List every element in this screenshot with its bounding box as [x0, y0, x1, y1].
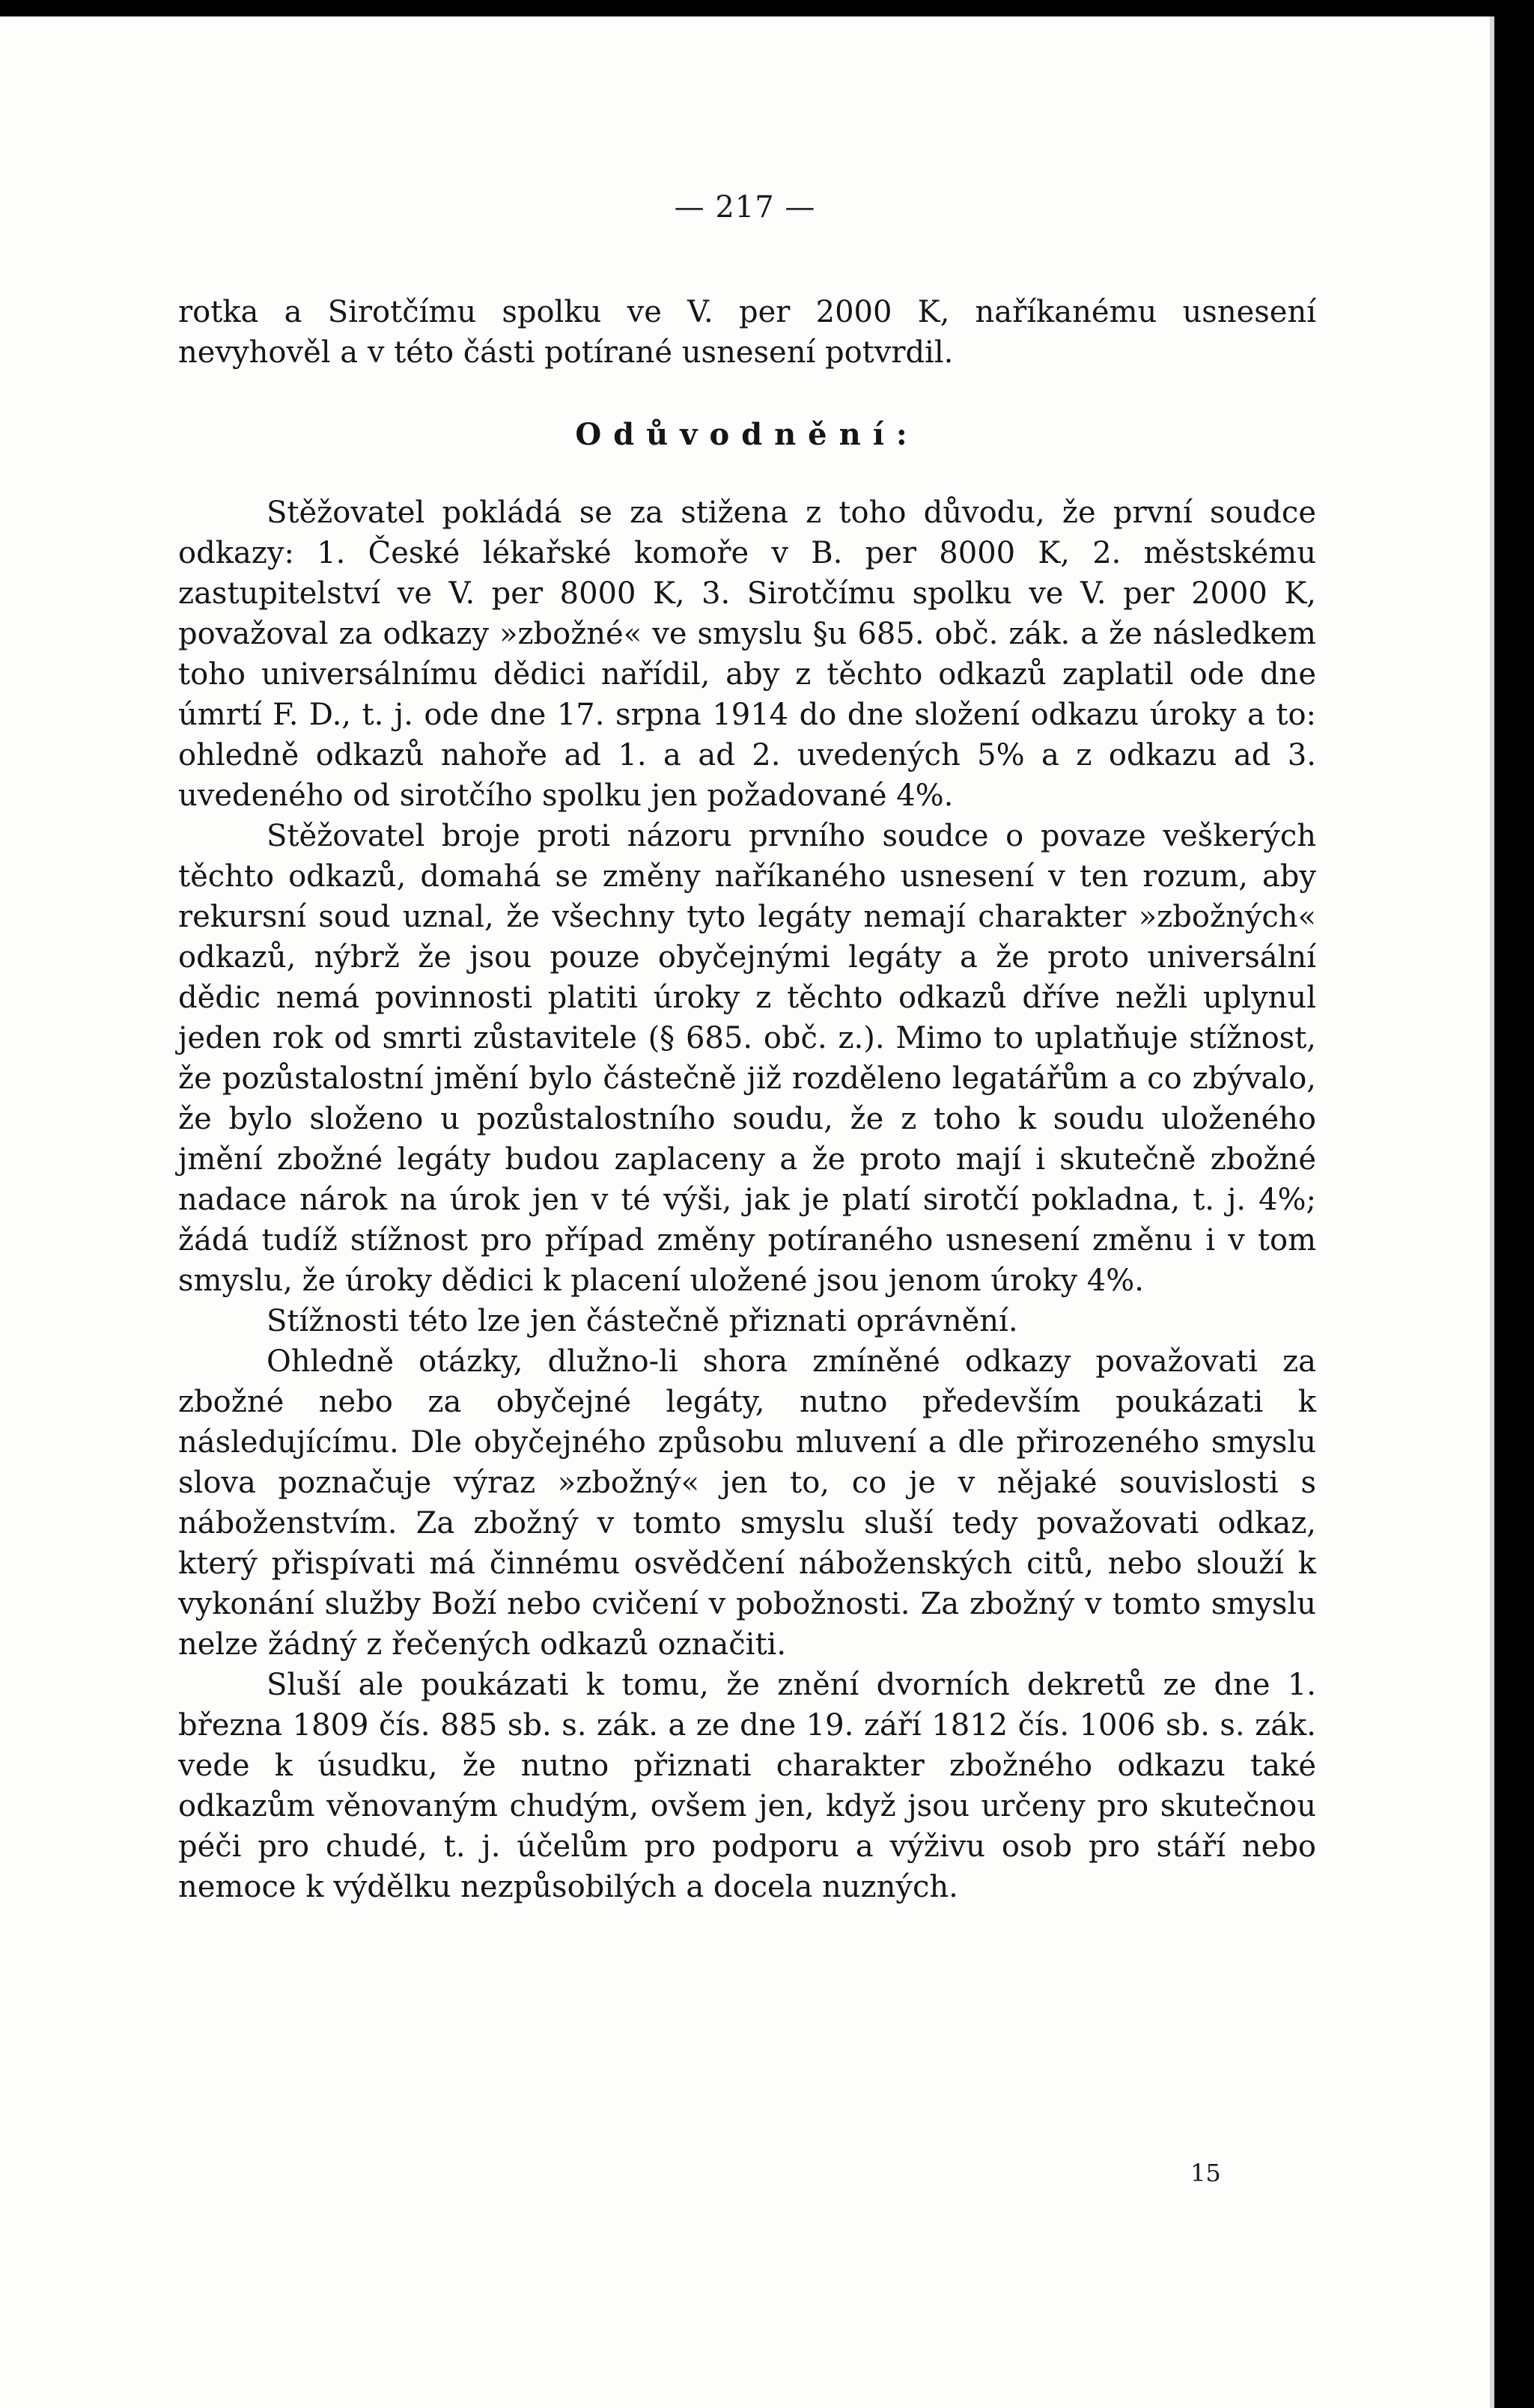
paragraph: Sluší ale poukázati k tomu, že znění dvorních dekretů ze dne 1. března 1809 čís. 885 sb. s. zák. a ze dne 19. září 1812 čís. 1006 sb. s. zák. vede k úsudku, že nutno přiznati charakter zbožného odkazu také odkazům věnovaným chudým, ovšem jen, když jsou určeny pro skutečnou péči pro chudé, t. j. účelům pro podporu a výživu osob pro stáří nebo nemoce k výdělku nezpůsobilých a docela nuzných. [178, 1668, 1316, 1904]
signature-mark: 15 [1190, 2159, 1221, 2187]
paragraph: Stěžovatel broje proti názoru prvního soudce o povaze veškerých těchto odkazů, domahá se změny naříkaného usnesení v ten rozum, aby rekursní soud uznal, že všechny tyto legáty nemají charakter »zbožných« odkazů, nýbrž že jsou pouze obyčejnými legáty a že proto universální dědic nemá povinnosti platiti úroky z těchto odkazů dříve nežli uplynul jeden rok od smrti zůstavitele (§ 685. obč. z.). Mimo to uplatňuje stížnost, že pozůstalostní jmění bylo částečně již rozděleno legatářům a co zbývalo, že bylo složeno u pozůstalostního soudu, že z toho k soudu uloženého jmění zbožné legáty budou zaplaceny a že proto mají i skutečně zbožné nadace nárok na úrok jen v té výši, jak je platí sirotčí pokladna, t. j. 4%; žádá tudíž stížnost pro případ změny potíraného usnesení změnu i v tom smyslu, že úroky dědici k placení uložené jsou jenom úroky 4%. [178, 819, 1316, 1298]
page-number: — 217 — [674, 190, 816, 225]
body-text [178, 292, 1316, 1907]
paragraph: Ohledně otázky, dlužno-li shora zmíněné odkazy považovati za zbožné nebo za obyčejné legáty, nutno především poukázati k následujícímu. Dle obyčejného způsobu mluvení a dle přirozeného smyslu slova poznačuje výraz »zbožný« jen to, co je v nějaké souvislosti s náboženstvím. Za zbožný v tomto smyslu sluší tedy považovati odkaz, který přispívati má činnému osvědčení náboženských citů, nebo slouží k vykonání služby Boží nebo cvičení v pobožnosti. Za zbožný v tomto smyslu nelze žádný z řečených odkazů označiti. [178, 1344, 1316, 1662]
paragraph: Stížnosti této lze jen částečně přiznati oprávnění. [267, 1304, 1018, 1338]
section-heading: Odůvodnění: [575, 417, 919, 452]
paragraph-continuation: rotka a Sirotčímu spolku ve V. per 2000 K, naříkanému usnesení nevyhověl a v této části potírané usnesení potvrdil. [178, 295, 1316, 370]
book-page [0, 16, 1494, 2408]
paragraph: Stěžovatel pokládá se za stižena z toho důvodu, že první soudce odkazy: 1. České lékařské komoře v B. per 8000 K, 2. městskému zastupitelství ve V. per 8000 K, 3. Sirotčímu spolku ve V. per 2000 K, považoval za odkazy »zbožné« ve smyslu §u 685. obč. zák. a že následkem toho universálnímu dědici nařídil, aby z těchto odkazů zaplatil ode dne úmrtí F. D., t. j. ode dne 17. srpna 1914 do dne složení odkazu úroky a to: ohledně odkazů nahoře ad 1. a ad 2. uvedených 5% a z odkazu ad 3. uvedeného od sirotčího spolku jen požadované 4%. [178, 496, 1316, 813]
